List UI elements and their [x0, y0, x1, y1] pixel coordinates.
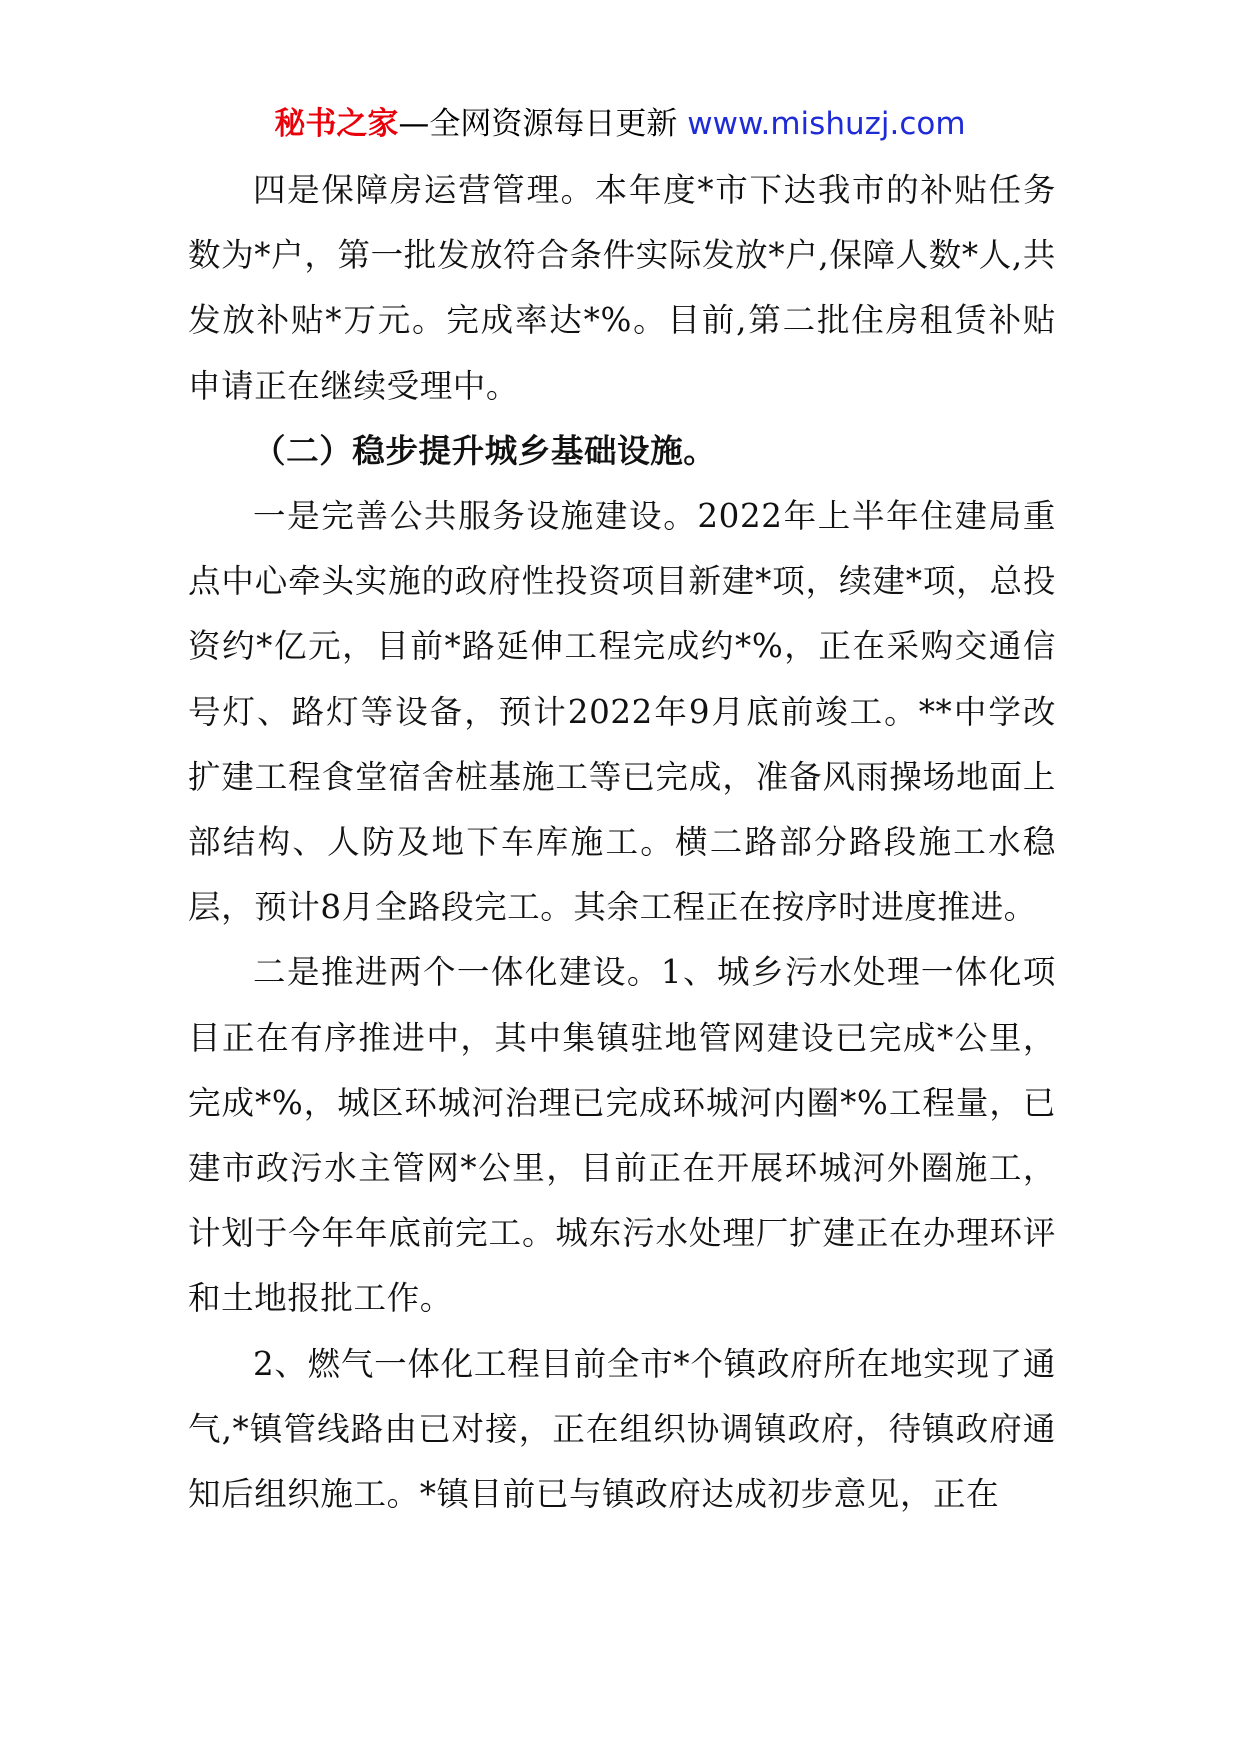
brand-name: 秘书之家 — [274, 106, 399, 142]
header-url: www.mishuzj.com — [687, 106, 966, 142]
paragraph-public-facilities: 一是完善公共服务设施建设。2022年上半年住建局重点中心牵头实施的政府性投资项目新建*项，续建*项，总投资约*亿元，目前*路延伸工程完成约*%，正在采购交通信号灯、路灯等设备，预计2022年9月底前竣工。**中学改扩建工程食堂宿舍桩基施工等已完成，准备风雨操场地面上部结构、人防及地下车库施工。横二路部分路段施工水稳层，预计8月全路段完工。其余工程正在按序时进度推进。 — [188, 497, 1056, 927]
watermark-header — [0, 104, 1240, 144]
document-body — [188, 158, 1056, 1527]
paragraph-gas-integration: 2、燃气一体化工程目前全市*个镇政府所在地实现了通气,*镇管线路由已对接，正在组织协调镇政府，待镇政府通知后组织施工。*镇目前已与镇政府达成初步意见，正在 — [188, 1344, 1056, 1514]
header-tagline: —全网资源每日更新 — [398, 106, 678, 142]
paragraph-housing-management: 四是保障房运营管理。本年度*市下达我市的补贴任务数为*户，第一批发放符合条件实际发放*户,保障人数*人,共发放补贴*万元。完成率达*%。目前,第二批住房租赁补贴申请正在继续受理中。 — [188, 171, 1056, 405]
paragraph-integration: 二是推进两个一体化建设。1、城乡污水处理一体化项目正在有序推进中，其中集镇驻地管网建设已完成*公里，完成*%，城区环城河治理已完成环城河内圈*%工程量，已建市政污水主管网*公里，目前正在开展环城河外圈施工，计划于今年年底前完工。城东污水处理厂扩建正在办理环评和土地报批工作。 — [188, 953, 1056, 1318]
section-heading: （二）稳步提升城乡基础设施。 — [253, 431, 717, 470]
